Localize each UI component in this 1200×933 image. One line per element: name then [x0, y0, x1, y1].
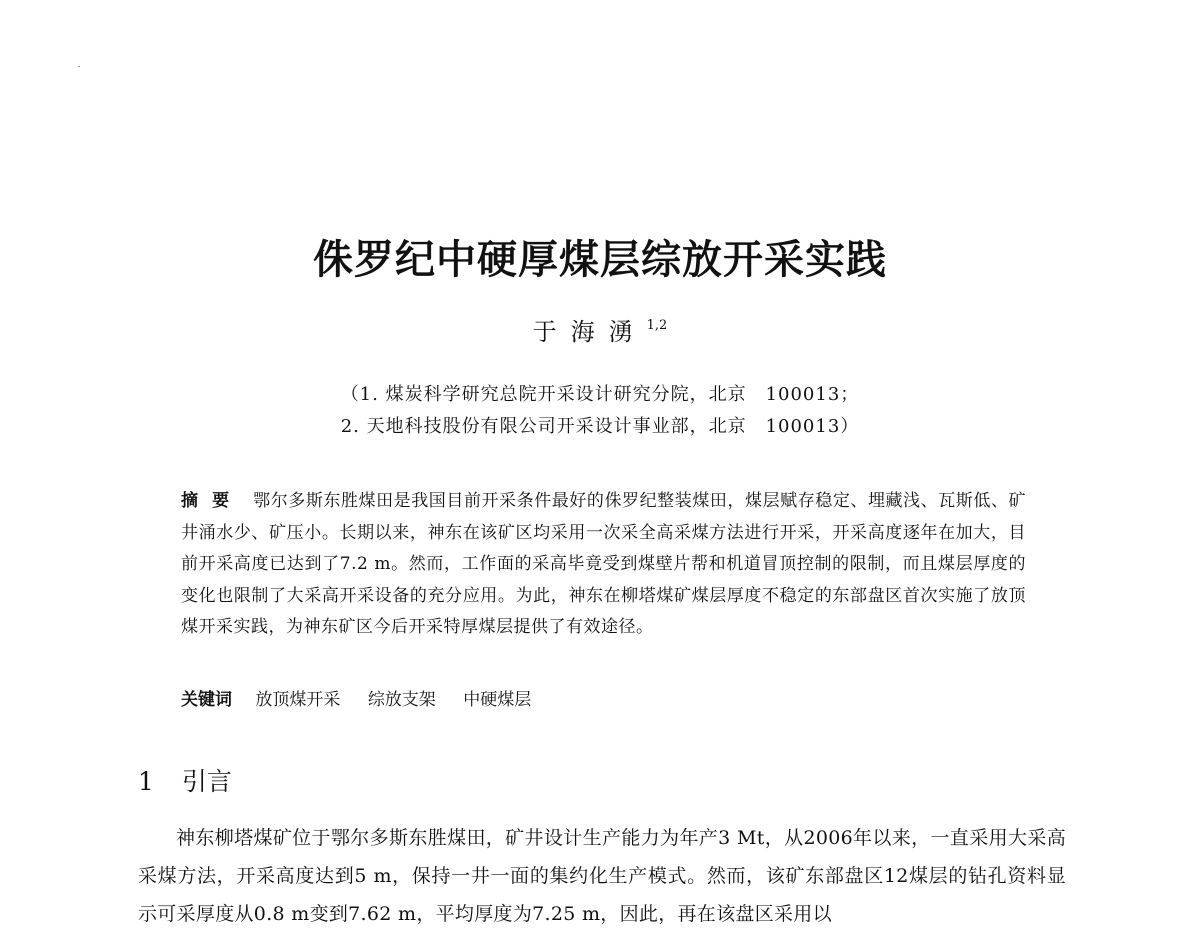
keyword-item: 放顶煤开采 — [255, 690, 341, 710]
affiliation-1: （1. 煤炭科学研究总院开采设计研究分院，北京 100013； — [340, 384, 860, 405]
keyword-item: 综放支架 — [367, 690, 436, 710]
body-paragraph: 神东柳塔煤矿位于鄂尔多斯东胜煤田，矿井设计生产能力为年产3 Mt，从2006年以来，一直采用大采高采煤方法，开采高度达到5 m，保持一井一面的集约化生产模式。然而，该矿东部盘区12煤层的钻孔资料显示可采厚度从0.8 m变到7.62 m，平均厚度为7.25 m，因此，再在该盘区采用以 — [138, 827, 1066, 925]
abstract — [181, 486, 1026, 644]
author-name: 于海湧 — [532, 318, 647, 346]
abstract-text: 鄂尔多斯东胜煤田是我国目前开采条件最好的侏罗纪整装煤田，煤层赋存稳定、埋藏浅、瓦斯低、矿井涌水少、矿压小。长期以来，神东在该矿区均采用一次采全高采煤方法进行开采，开采高度逐年在加大，目前开采高度已达到了7.2 m。然而，工作面的采高毕竟受到煤壁片帮和机道冒顶控制的限制，而且煤层厚度的变化也限制了大采高开采设备的充分应用。为此，神东在柳塔煤矿煤层厚度不稳定的东部盘区首次实施了放顶煤开采实践，为神东矿区今后开采特厚煤层提供了有效途径。 — [181, 491, 1027, 637]
keywords-label: 关键词 — [181, 690, 232, 710]
section-title: 引言 — [181, 767, 232, 796]
paper-title: 侏罗纪中硬厚煤层综放开采实践 — [313, 237, 887, 283]
section-number: 1 — [138, 767, 154, 796]
abstract-label: 摘要 — [181, 491, 244, 511]
affiliation-2: 2. 天地科技股份有限公司开采设计事业部，北京 100013） — [340, 416, 860, 437]
keyword-item: 中硬煤层 — [463, 690, 532, 710]
scan-speck — [78, 66, 80, 67]
author-line — [0, 312, 1200, 347]
author-affiliation-marks: 1,2 — [646, 318, 668, 333]
section-heading — [138, 762, 232, 798]
keywords — [181, 686, 1026, 714]
